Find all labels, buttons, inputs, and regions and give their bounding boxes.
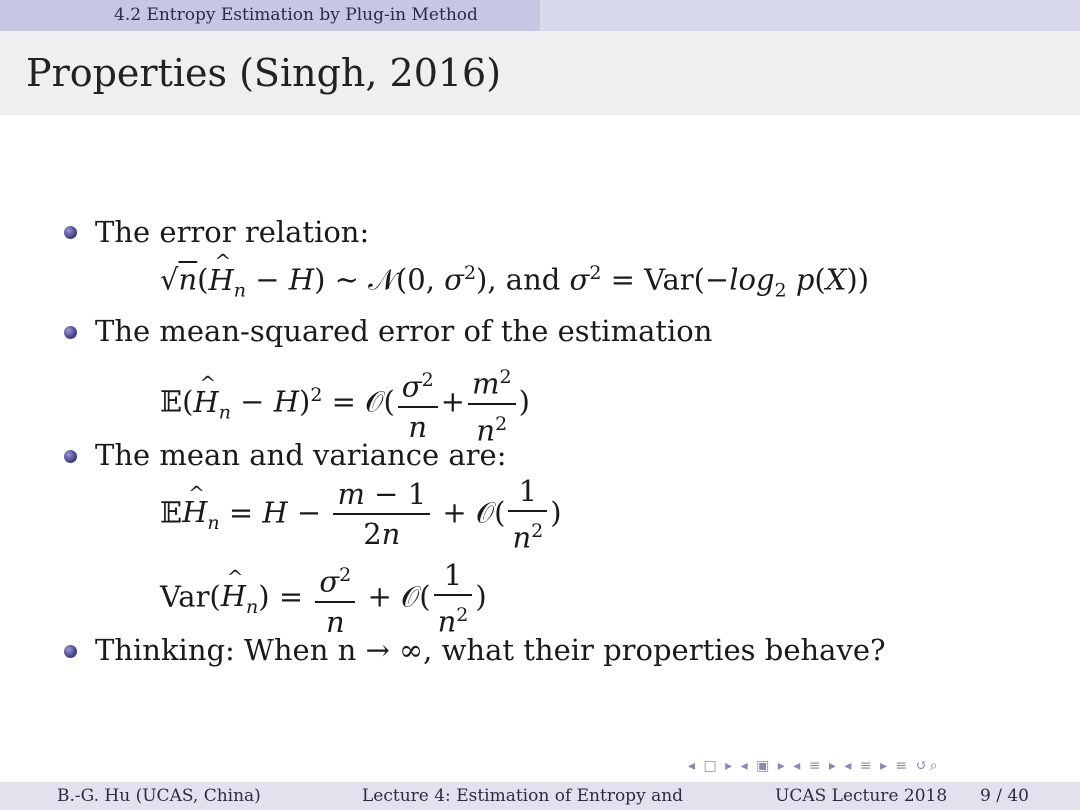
bullet-text-4: Thinking: When n → ∞, what their properties behave?	[95, 633, 886, 667]
bullet-icon	[64, 645, 77, 658]
equation-error-relation: √n(^ $H_n - H$) ∼ 𝒩(0, $\sigma^2$), and $\sigma^2 = Var(-\log_2$ p(X))	[160, 262, 869, 301]
slide-title: Properties (Singh, 2016)	[26, 51, 502, 95]
section-title[interactable]: 4.2 Entropy Estimation by Plug-in Method	[0, 0, 540, 31]
footer-bar	[0, 782, 1080, 810]
footer-author: B.-G. Hu (UCAS, China)	[57, 786, 261, 806]
footer-course: UCAS Lecture 2018	[775, 786, 948, 806]
equation-mse: 𝔼(^ $H_n - H)^2$ = 𝒪( $\frac{\sigma^2}{n}$ + $\frac{m^2}{n^2}$ )	[160, 358, 530, 449]
bullet-text-1: The error relation:	[95, 215, 370, 249]
bullet-icon	[64, 226, 77, 239]
bullet-icon	[64, 326, 77, 339]
equation-variance: Var(^ $H_n$) = $\frac{\sigma^2}{n}$ + 𝒪( $\frac{1}{n^2}$ )	[160, 556, 487, 641]
bullet-text-3: The mean and variance are:	[95, 438, 507, 472]
footer-lecture: Lecture 4: Estimation of Entropy and	[362, 786, 684, 806]
bullet-icon	[64, 450, 77, 463]
header-bar	[0, 0, 1080, 31]
footer-page-number: 9 / 40	[980, 786, 1029, 806]
bullet-text-2: The mean-squared error of the estimation	[95, 314, 713, 348]
beamer-navigation-icons[interactable]: ◂ □ ▸ ◂ ▣ ▸ ◂ ≡ ▸ ◂ ≡ ▸ ≡ ↺⌕	[688, 758, 940, 774]
equation-mean: 𝔼^ $H_n = H$ − $\frac{m - 1}{2n}$ + 𝒪( $\frac{1}{n^2}$ )	[160, 472, 562, 557]
